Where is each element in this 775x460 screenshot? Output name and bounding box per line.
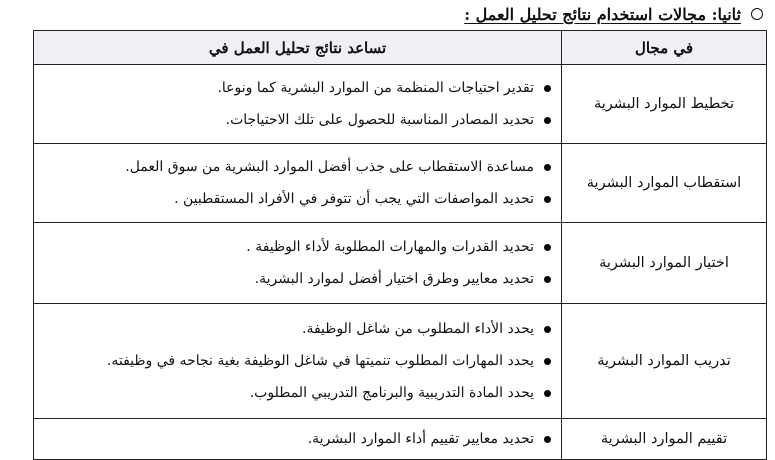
- bullet-dot-icon: [544, 196, 551, 203]
- hollow-circle-bullet-icon: [751, 8, 763, 20]
- list-item: [42, 104, 551, 136]
- list-item-text: تحديد المصادر المناسبة للحصول على تلك الاحتياجات.: [225, 112, 534, 128]
- field-cell: اختيار الموارد البشرية: [562, 223, 767, 304]
- bullet-dot-icon: [544, 358, 551, 365]
- list-item-text: تحديد معايير وطرق اختيار أفضل لموارد البشرية.: [254, 271, 534, 287]
- bullet-dot-icon: [544, 390, 551, 397]
- list-item: [42, 313, 551, 345]
- list-item: [42, 263, 551, 295]
- bullet-list: [42, 313, 551, 409]
- list-item-text: تحديد المواصفات التي يجب أن تتوفر في الأفراد المستقطبين .: [174, 191, 534, 207]
- bullet-dot-icon: [544, 85, 551, 92]
- list-item: [42, 377, 551, 409]
- field-cell: تخطيط الموارد البشرية: [562, 65, 767, 144]
- field-cell: تقييم الموارد البشرية: [562, 419, 767, 460]
- bullet-list: [42, 151, 551, 215]
- items-cell: [34, 144, 562, 223]
- list-item-text: تقدير احتياجات المنظمة من الموارد البشرية كما ونوعا.: [217, 80, 534, 96]
- bullet-dot-icon: [544, 164, 551, 171]
- list-item: [42, 345, 551, 377]
- column-header-field: في مجال: [562, 31, 767, 65]
- list-item-text: تحديد معايير تقييم أداء الموارد البشرية.: [307, 431, 534, 447]
- table-row: [34, 144, 767, 223]
- table-row: [34, 304, 767, 419]
- list-item-text: تحديد القدرات والمهارات المطلوبة لأداء الوظيفة .: [246, 239, 534, 255]
- field-cell: تدريب الموارد البشرية: [562, 304, 767, 419]
- table-header-row: [34, 31, 767, 65]
- items-cell: [34, 419, 562, 460]
- column-header-help: تساعد نتائج تحليل العمل في: [34, 31, 562, 65]
- hr-uses-table: [33, 30, 767, 460]
- bullet-list: [42, 427, 551, 451]
- list-item: [42, 72, 551, 104]
- bullet-dot-icon: [544, 244, 551, 251]
- list-item-text: يحدد المهارات المطلوب تنميتها في شاغل الوظيفة بغية نجاحه في وظيفته.: [106, 353, 534, 369]
- table-row: [34, 419, 767, 460]
- bullet-dot-icon: [544, 117, 551, 124]
- bullet-dot-icon: [544, 276, 551, 283]
- section-heading: [12, 2, 763, 26]
- heading-text: ثانيا: مجالات استخدام نتائج تحليل العمل :: [464, 4, 741, 24]
- list-item: [42, 231, 551, 263]
- table-row: [34, 223, 767, 304]
- list-item-text: يحدد المادة التدريبية والبرنامج التدريبي المطلوب.: [249, 385, 534, 401]
- list-item: [42, 183, 551, 215]
- bullet-dot-icon: [544, 326, 551, 333]
- list-item: [42, 151, 551, 183]
- list-item-text: مساعدة الاستقطاب على جذب أفضل الموارد البشرية من سوق العمل.: [125, 159, 534, 175]
- table-row: [34, 65, 767, 144]
- list-item-text: يحدد الأداء المطلوب من شاغل الوظيفة.: [302, 321, 534, 337]
- bullet-list: [42, 72, 551, 136]
- field-cell: استقطاب الموارد البشرية: [562, 144, 767, 223]
- items-cell: [34, 223, 562, 304]
- bullet-list: [42, 231, 551, 295]
- items-cell: [34, 65, 562, 144]
- bullet-dot-icon: [544, 436, 551, 443]
- items-cell: [34, 304, 562, 419]
- list-item: [42, 427, 551, 451]
